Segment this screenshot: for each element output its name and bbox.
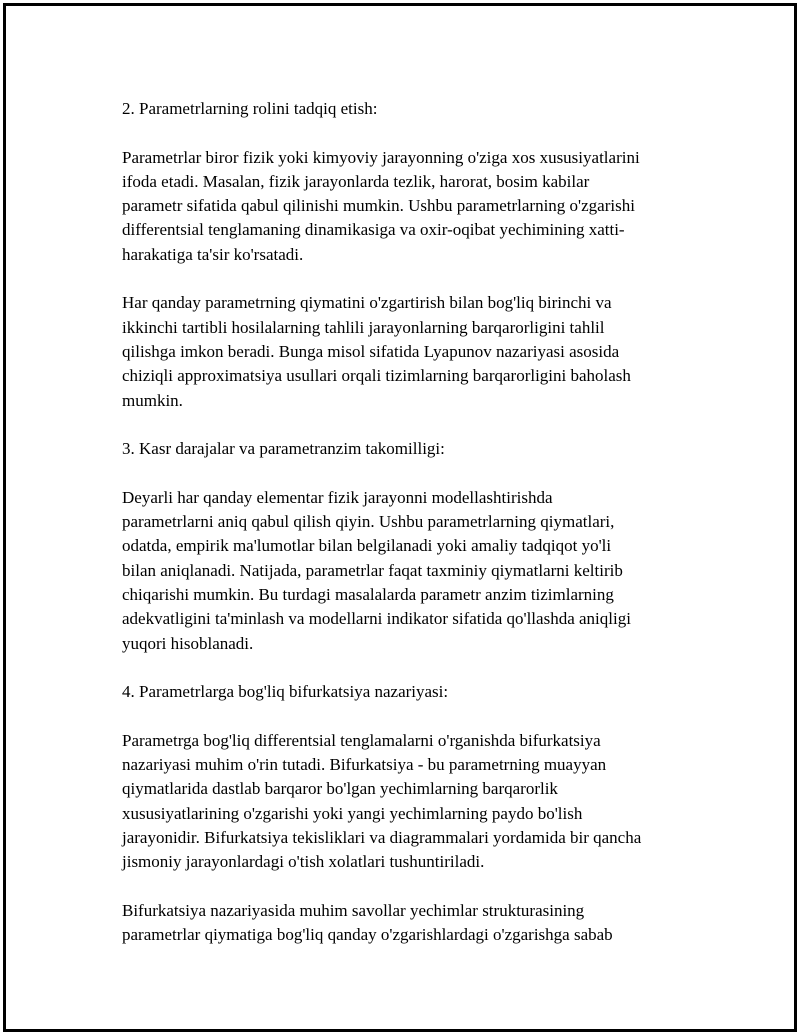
text-line: parametrlar qiymatiga bog'liq qanday o'zgarishlardagi o'zgarishga sabab [122, 925, 613, 945]
text-line: jismoniy jarayonlardagi o'tish xolatlari tushuntiriladi. [122, 852, 485, 872]
text-line: Har qanday parametrning qiymatini o'zgartirish bilan bog'liq birinchi va [122, 293, 612, 313]
text-line: bilan aniqlanadi. Natijada, parametrlar faqat taxminiy qiymatlarni keltirib [122, 560, 623, 580]
text-line: qiymatlarida dastlab barqaror bo'lgan yechimlarning barqarorlik [122, 779, 558, 799]
text-line: adekvatligini ta'minlash va modellarni indikator sifatida qo'llashda aniqligi [122, 609, 631, 629]
text-line: yuqori hisoblanadi. [122, 633, 254, 653]
text-line: odatda, empirik ma'lumotlar bilan belgilanadi yoki amaliy tadqiqot yo'li [122, 536, 612, 556]
text-line: qilishga imkon beradi. Bunga misol sifatida Lyapunov nazariyasi asosida [122, 341, 620, 361]
text-line: nazariyasi muhim o'rin tutadi. Bifurkatsiya - bu parametrning muayyan [122, 755, 607, 775]
text-line: harakatiga ta'sir ko'rsatadi. [122, 244, 304, 264]
paragraph [122, 291, 702, 412]
text-line: Bifurkatsiya nazariyasida muhim savollar yechimlar strukturasining [122, 900, 585, 920]
text-line: parametr sifatida qabul qilinishi mumkin. Ushbu parametrlarning o'zgarishi [122, 196, 635, 216]
text-line: Deyarli har qanday elementar fizik jarayonni modellashtirishda [122, 487, 553, 507]
text-line: ikkinchi tartibli hosilalarning tahlili jarayonlarning barqarorligini tahlil [122, 317, 605, 337]
text-line: ifoda etadi. Masalan, fizik jarayonlarda tezlik, harorat, bosim kabilar [122, 171, 590, 191]
text-line: chiziqli approximatsiya usullari orqali tizimlarning barqarorligini baholash [122, 366, 631, 386]
text-line: jarayonidir. Bifurkatsiya tekisliklari va diagrammalari yordamida bir qancha [122, 827, 642, 847]
section-heading [122, 437, 702, 461]
section-heading [122, 97, 702, 121]
text-line: differentsial tenglamaning dinamikasiga va oxir-oqibat yechimining xatti- [122, 220, 625, 240]
text-line: mumkin. [122, 390, 183, 410]
text-line: xususiyatlarining o'zgarishi yoki yangi yechimlarning paydo bo'lish [122, 803, 583, 823]
paragraph [122, 146, 702, 267]
text-line: chiqarishi mumkin. Bu turdagi masalalarda parametr anzim tizimlarning [122, 584, 614, 604]
text-line: 2. Parametrlarning rolini tadqiq etish: [122, 99, 378, 118]
paragraph [122, 486, 702, 656]
paragraph [122, 729, 702, 875]
document-body [122, 97, 702, 972]
page-frame [3, 3, 797, 1032]
text-line: Parametrlar biror fizik yoki kimyoviy jarayonning o'ziga xos xususiyatlarini [122, 147, 640, 167]
paragraph [122, 899, 702, 948]
text-line: 3. Kasr darajalar va parametranzim takomilligi: [122, 439, 445, 459]
text-line: Parametrga bog'liq differentsial tenglamalarni o'rganishda bifurkatsiya [122, 730, 601, 750]
section-heading [122, 680, 702, 704]
text-line: parametrlarni aniq qabul qilish qiyin. Ushbu parametrlarning qiymatlari, [122, 512, 615, 532]
text-line: 4. Parametrlarga bog'liq bifurkatsiya nazariyasi: [122, 682, 449, 702]
